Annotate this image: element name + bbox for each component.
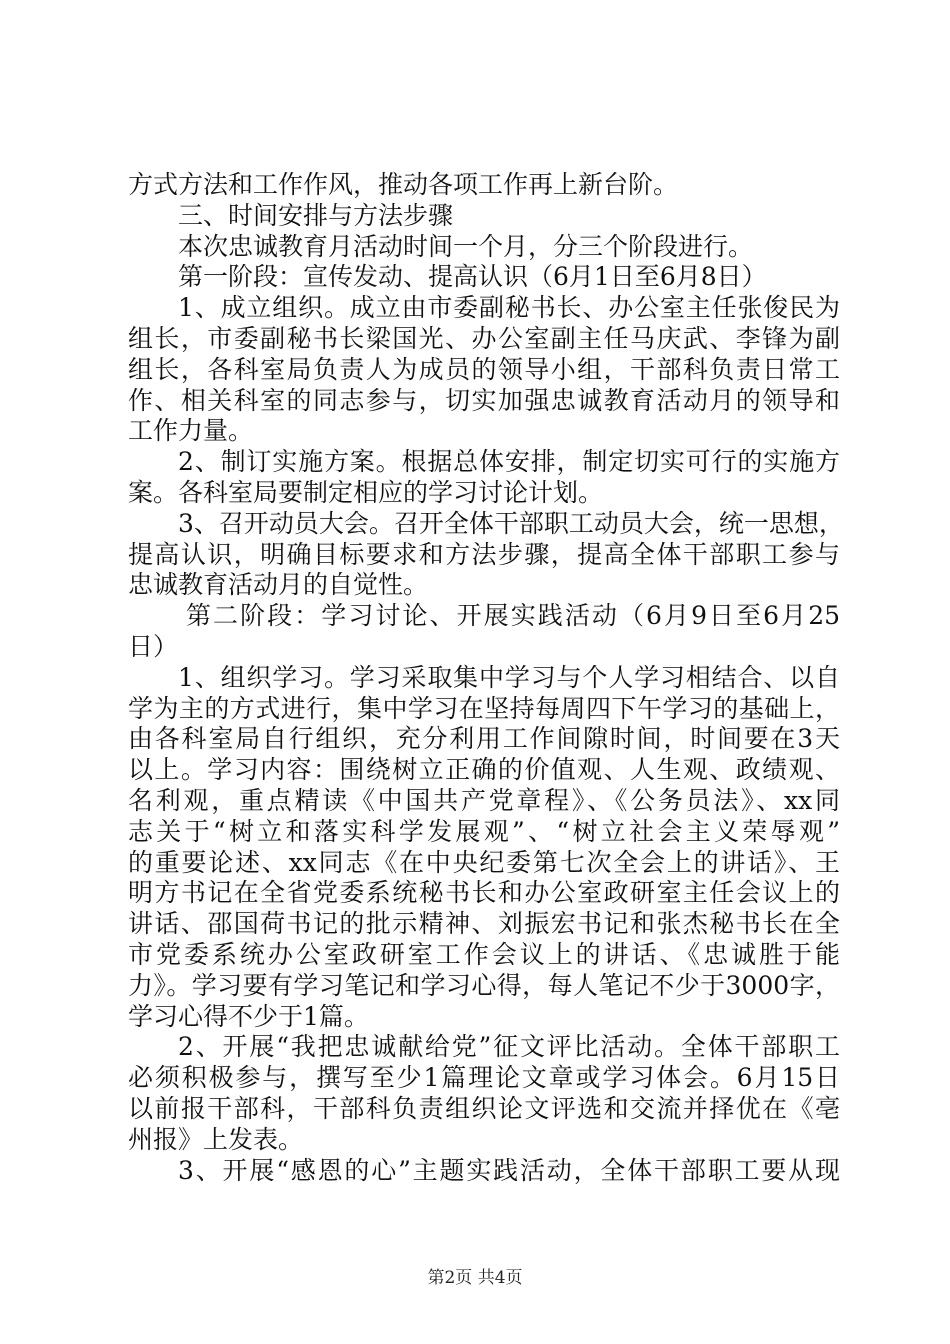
text-line: 作、相关科室的同志参与，切实加强忠诚教育活动月的领导和: [128, 385, 840, 415]
text-line: 以前报干部科，干部科负责组织论文评选和交流并择优在《亳: [128, 1093, 840, 1123]
text-line: 明方书记在全省党委系统秘书长和办公室政研室主任会议上的: [128, 878, 840, 908]
text-line: 本次忠诚教育月活动时间一个月，分三个阶段进行。: [178, 231, 754, 261]
text-line: 以上。学习内容：围绕树立正确的价值观、人生观、政绩观、: [128, 755, 840, 785]
text-line: 忠诚教育活动月的自觉性。: [128, 570, 429, 600]
page-number: 第2页 共4页: [427, 1268, 523, 1288]
text-line: 学为主的方式进行，集中学习在坚持每周四下午学习的基础上，: [128, 693, 840, 723]
text-line: 日）: [128, 631, 179, 661]
text-line: 由各科室局自行组织，充分利用工作间隙时间，时间要在3天: [128, 724, 840, 754]
text-line: 工作力量。: [128, 416, 254, 446]
text-line: 1、成立组织。成立由市委副秘书长、办公室主任张俊民为: [178, 293, 840, 323]
text-line: 方式方法和工作作风，推动各项工作再上新台阶。: [128, 170, 679, 199]
text-line: 组长，各科室局负责人为成员的领导小组，干部科负责日常工: [128, 354, 840, 384]
phase-heading: 第一阶段：宣传发动、提高认识（6月1日至6月8日）: [178, 262, 767, 292]
text-line: 州报》上发表。: [128, 1124, 304, 1154]
text-line: 讲话、邵国荷书记的批示精神、刘振宏书记和张杰秘书长在全: [128, 909, 840, 939]
text-line: 志关于“树立和落实科学发展观”、“树立社会主义荣辱观”: [128, 816, 840, 846]
text-line: 1、组织学习。学习采取集中学习与个人学习相结合、以自: [178, 662, 840, 692]
text-line: 名利观，重点精读《中国共产党章程》、《公务员法》、xx同: [128, 785, 840, 815]
text-line: 2、开展“我把忠诚献给党”征文评比活动。全体干部职工: [178, 1032, 840, 1062]
text-line: 案。各科室局要制定相应的学习讨论计划。: [128, 477, 604, 507]
text-line: 学习心得不少于1篇。: [128, 1001, 369, 1031]
section-heading: 三、时间安排与方法步骤: [178, 200, 454, 230]
page-footer: [0, 1267, 950, 1289]
phase-heading: 第二阶段：学习讨论、开展实践活动（6月9日至6月25: [186, 601, 840, 631]
text-line: 3、开展“感恩的心”主题实践活动，全体干部职工要从现: [178, 1155, 840, 1185]
text-line: 的重要论述、xx同志《在中央纪委第七次全会上的讲话》、王: [128, 847, 840, 877]
text-line: 必须积极参与，撰写至少1篇理论文章或学习体会。6月15日: [128, 1063, 840, 1093]
text-line: 2、制订实施方案。根据总体安排，制定切实可行的实施方: [178, 447, 840, 477]
text-line: 提高认识，明确目标要求和方法步骤，提高全体干部职工参与: [128, 539, 840, 569]
text-line: 力》。学习要有学习笔记和学习心得，每人笔记不少于3000字，: [128, 970, 840, 1000]
text-line: 3、召开动员大会。召开全体干部职工动员大会，统一思想，: [178, 508, 844, 538]
text-line: 市党委系统办公室政研室工作会议上的讲话、《忠诚胜于能: [128, 939, 840, 969]
text-line: 组长，市委副秘书长梁国光、办公室副主任马庆武、李锋为副: [128, 323, 840, 353]
document-body: [128, 170, 844, 1186]
